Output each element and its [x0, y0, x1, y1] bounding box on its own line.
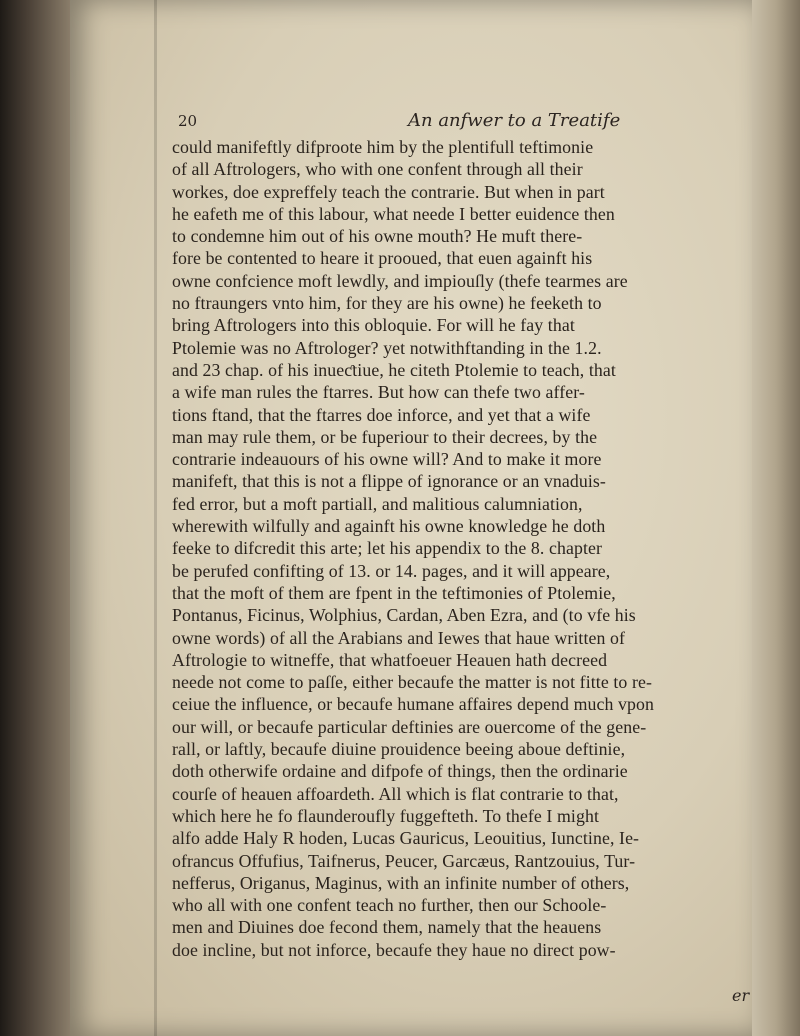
text-line: owne confcience moft lewdly, and impiouſly (thefe tearmes are	[172, 270, 628, 291]
text-line: contrarie indeauours of his owne will? And to make it more	[172, 449, 602, 470]
text-line: courſe of heauen affoardeth. All which is flat contrarie to that,	[172, 783, 619, 804]
text-line: of all Aftrologers, who with one confent through all their	[172, 159, 583, 180]
running-head	[178, 110, 692, 136]
text-line: ceiue the influence, or becaufe humane affaires depend much vpon	[172, 694, 654, 715]
text-line: no ftraungers vnto him, for they are his owne) he feeketh to	[172, 293, 602, 314]
body-text	[172, 136, 742, 961]
text-line: bring Aftrologers into this obloquie. For will he fay that	[172, 315, 575, 336]
text-line: fed error, but a moft partiall, and malitious calumniation,	[172, 493, 583, 514]
text-line: he eafeth me of this labour, what neede I better euidence then	[172, 203, 615, 224]
text-line: be perufed confifting of 13. or 14. pages, and it will appeare,	[172, 560, 611, 581]
text-line: Ptolemie was no Aftrologer? yet notwithftanding in the 1.2.	[172, 337, 602, 358]
book-gutter	[0, 0, 70, 1036]
text-line: manifeft, that this is not a flippe of ignorance or an vnaduis-	[172, 471, 606, 492]
text-line: to condemne him out of his owne mouth? He muft there-	[172, 226, 583, 247]
text-line: workes, doe expreffely teach the contrarie. But when in part	[172, 181, 605, 202]
text-line: men and Diuines doe fecond them, namely that the heauens	[172, 917, 602, 938]
text-line: Aftrologie to witneffe, that whatfoeuer Heauen hath decreed	[172, 649, 608, 670]
text-line: nefferus, Origanus, Maginus, with an infinite number of others,	[172, 872, 630, 893]
text-line: doe incline, but not inforce, becaufe they haue no direct pow-	[172, 939, 616, 960]
text-line: alfo adde Haly R hoden, Lucas Gauricus, Leouitius, Iunctine, Ie-	[172, 828, 640, 849]
text-line: which here he fo flaunderoufly fuggefteth. To thefe I might	[172, 805, 599, 826]
text-line: could manifeftly difproote him by the plentifull teftimonie	[172, 137, 594, 157]
page-edge	[752, 0, 800, 1036]
text-line: who all with one confent teach no further, then our Schoole-	[172, 895, 607, 916]
text-line: neede not come to paſſe, either becaufe the matter is not fitte to re-	[172, 672, 652, 693]
text-line: ofrancus Offufius, Taifnerus, Peucer, Garcæus, Rantzouius, Tur-	[172, 850, 636, 871]
text-line: feeke to difcredit this arte; let his appendix to the 8. chapter	[172, 538, 603, 559]
text-line: our will, or becaufe particular deftinies are ouercome of the gene-	[172, 716, 647, 737]
text-line: doth otherwife ordaine and difpofe of things, then the ordinarie	[172, 761, 628, 782]
text-line: tions ftand, that the ftarres doe inforce, and yet that a wife	[172, 404, 591, 425]
text-line: owne words) of all the Arabians and Iewes that haue written of	[172, 627, 626, 648]
page-number: 20	[178, 112, 198, 130]
book-page	[70, 0, 752, 1036]
text-line: wherewith wilfully and againft his owne knowledge he doth	[172, 516, 606, 537]
text-line: a wife man rules the ftarres. But how can thefe two affer-	[172, 382, 585, 403]
text-line: rall, or laftly, becaufe diuine prouidence beeing aboue deftinie,	[172, 739, 626, 760]
page-crease	[154, 0, 157, 1036]
running-title: An anfwer to a Treatife	[408, 110, 621, 131]
text-line: man may rule them, or be fuperiour to their decrees, by the	[172, 426, 598, 447]
text-line: Pontanus, Ficinus, Wolphius, Cardan, Aben Ezra, and (to vfe his	[172, 605, 636, 626]
text-line: and 23 chap. of his inueƈtiue, he citeth Ptolemie to teach, that	[172, 359, 616, 380]
catchword: er	[732, 986, 750, 1005]
text-line: that the moft of them are fpent in the teftimonies of Ptolemie,	[172, 582, 616, 603]
text-line: fore be contented to heare it prooued, that euen againft his	[172, 248, 593, 269]
